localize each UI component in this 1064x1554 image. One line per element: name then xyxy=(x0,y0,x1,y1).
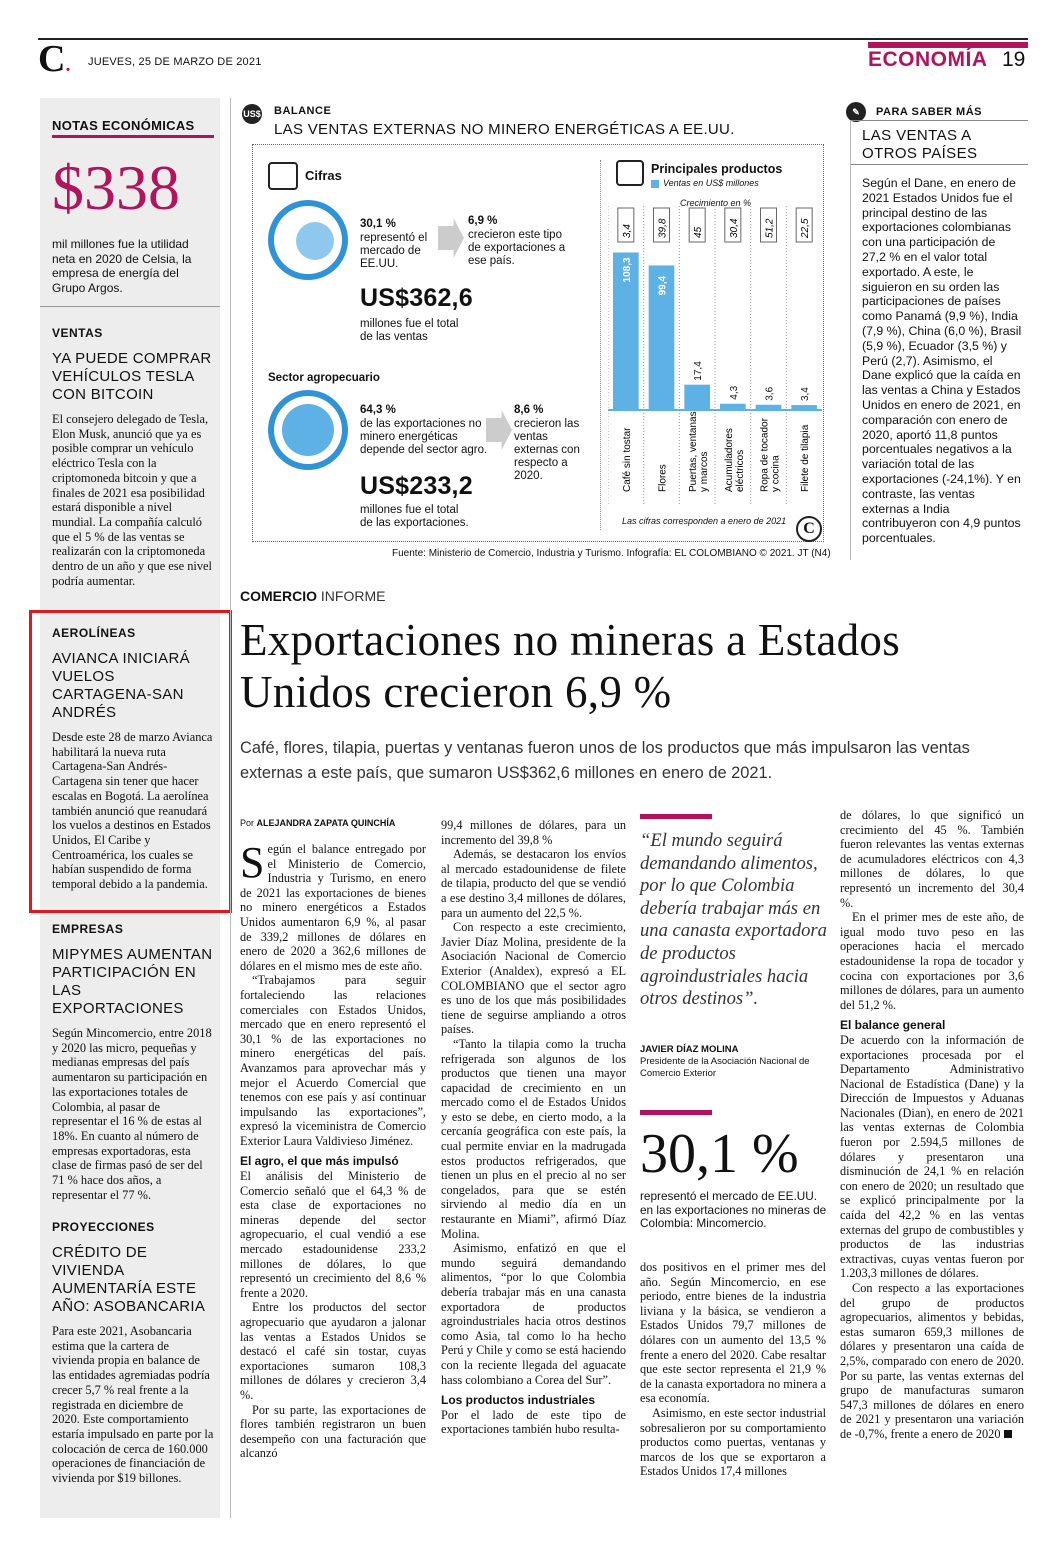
category-label: Ropa de tocador xyxy=(759,418,771,492)
category-label: eléctricos xyxy=(734,449,746,492)
sidebar-kicker: VENTAS xyxy=(52,326,103,340)
growth-desc: crecieron este tipo de exportaciones a ese país. xyxy=(468,229,566,267)
issue-date: JUEVES, 25 DE MARZO DE 2021 xyxy=(88,56,262,68)
sidebar-item xyxy=(52,326,214,588)
big-number-desc: mil millones fue la utilidad neta en 2020 de Celsia, la empresa de energía del Grupo Argos. xyxy=(52,237,192,295)
sidebar-body: El consejero delegado de Tesla, Elon Musk, anunció que ya es posible comprar un vehículo eléctrico Tesla con la criptomoneda bitcoin y que a finales de 2021 esa posibilidad estará disponible a nivel mundial. La compañía calculó que el 5 % de las ventas se realizarán con la criptomoneda dentro de un año y que ese nivel podría aumentar. xyxy=(52,412,212,588)
newspaper-logo: C. xyxy=(38,38,71,80)
category-label: Acumuladores xyxy=(723,428,735,492)
stat-bar xyxy=(640,1110,712,1115)
paragraph: Según el balance entregado por el Ministerio de Comercio, Industria y Turismo, en enero de 2021 las exportaciones de bienes no minero energéticos a Estados Unidos aumentaron 6,9 %, al pasar de 339,2 millones de dólares en enero de 2020 a 362,6 millones de dólares en el mismo mes de este año. xyxy=(240,838,426,973)
value-label: 99,4 xyxy=(657,275,669,296)
sidebar-kicker: AEROLÍNEAS xyxy=(52,626,136,640)
article-column-4 xyxy=(840,808,1024,1442)
share-desc: representó el mercado de EE.UU. xyxy=(360,232,428,270)
legend-label: Ventas en US$ millones xyxy=(663,178,759,188)
article-kicker: COMERCIO INFORME xyxy=(240,588,386,604)
stat-desc: representó el mercado de EE.UU. en las exportaciones no mineras de Colombia: Mincomercio. xyxy=(640,1189,827,1230)
paragraph: Por el lado de este tipo de exportaciones también hubo resulta- xyxy=(441,1407,626,1437)
section-name: ECONOMÍA xyxy=(868,48,988,71)
pen-icon: ✎ xyxy=(846,102,866,122)
paragraph: “Trabajamos para seguir fortaleciendo las relaciones comerciales con Estados Unidos, mercado que en enero representó el 30,1 % de las exportaciones no minero energéticas del país. Avanzamos para aprovechar más y mejor el Acuerdo Comercial que tenemos con ese país y así continuar impulsando las exportaciones”, expresó la viceministra de Comercio Exterior Laura Valdivieso Jiménez. xyxy=(240,973,426,1148)
legend-swatch xyxy=(651,180,659,188)
paragraph: Con respecto a este crecimiento, Javier Díaz Molina, presidente de la Asociación Nacional de Comercio Exterior (Analdex), expresó a EL COLOMBIANO que el sector agro es uno de los que más posibilidades tiene de seguirse ampliando a otros países. xyxy=(441,920,626,1037)
logo-badge-icon: C xyxy=(796,516,822,542)
stat-number: 30,1 % xyxy=(640,1123,799,1185)
agro-growth-value: 8,6 % xyxy=(514,404,544,416)
divider xyxy=(850,120,1028,121)
category-label: y marcos xyxy=(699,451,711,492)
header-rule xyxy=(38,38,1028,40)
paragraph: El análisis del Ministerio de Comercio señaló que el 64,3 % de esta clase de exportaciones no mineras depende del sector agropecuario, el cual vendió a ese mercado estadounidense 233,2 millones de dólares, lo que representó un crecimiento del 8,6 % frente a 2020. xyxy=(240,1169,426,1300)
column-divider xyxy=(230,98,231,1518)
sidebar-body: Para este 2021, Asobancaria estima que la cartera de vivienda propia en balance de las entidades agremiadas podría crecer 5,7 % real frente a la registrada en diciembre de 2020. Este comportamiento estaría impulsado en parte por la colocación de cerca de 160.000 operaciones de financiación de vivienda por $19 billones. xyxy=(52,1324,214,1486)
amount-desc: millones fue el total de las ventas xyxy=(360,318,459,343)
paragraph: Asimismo, en este sector industrial sobresalieron por su comportamiento productos como puertas, ventanas y marcos de los que se exportaron a Estados Unidos 17,4 millones xyxy=(640,1405,826,1479)
growth-label: 30,4 xyxy=(728,218,740,238)
sidebar-body: Según Mincomercio, entre 2018 y 2020 las micro, pequeñas y medianas empresas del país aumentaron su participación en las exportaciones totales de Colombia, al pasar de representar el 16 % de estas al 18%. En cuanto al número de empresas exportadoras, esta clase de firmas pasó de ser del 71 % hace dos años, a representar el 77 %. xyxy=(52,1026,212,1202)
growth-axis-label: Crecimiento en % xyxy=(680,198,752,208)
cifras-label: Cifras xyxy=(305,168,342,183)
sidebar-kicker: EMPRESAS xyxy=(52,922,124,936)
value-label: 4,3 xyxy=(728,385,740,400)
infographic-label: BALANCE xyxy=(274,105,332,117)
chart-title: Principales productos xyxy=(651,162,783,176)
subheading: Los productos industriales xyxy=(441,1393,596,1408)
bar-chart-svg xyxy=(608,206,822,506)
paragraph: De acuerdo con la información de exportaciones procesada por el Departamento Administrativo Nacional de Estadística (Dane) y la Dirección de Impuestos y Aduanas Nacionales (Dian), en enero de 2021 las ventas externas de Colombia fueron por 2.594,5 millones de dólares y presentaron una disminución de 24,1 % en relación con enero de 2020; un resultado que se explicó principalmente por la caída del 42,2 % en las ventas externas del grupo de combustibles y productos de las industrias extractivas, cuyas ventas fueron por 1.203,3 millones de dólares. xyxy=(840,1032,1024,1281)
sidebar-body: Desde este 28 de marzo Avianca habilitará la nueva ruta Cartagena-San Andrés-Cartagena sin tener que hacer escalas en Bogotá. La aerolínea también anunció que reanudará los vuelos a destinos en Estados Unidos, El Caribe y Centroamérica, los cuales se habían suspendido de forma temporal debido a la pandemia. xyxy=(52,730,213,892)
quote-author: JAVIER DÍAZ MOLINA xyxy=(640,1044,739,1055)
highlight-box xyxy=(29,610,232,913)
divider xyxy=(40,306,220,307)
page-number: 19 xyxy=(1002,48,1026,71)
category-label: Flores xyxy=(657,464,669,492)
sidebar-title: CRÉDITO DE VIVIENDA AUMENTARÍA ESTE AÑO: ASOBANCARIA xyxy=(52,1244,206,1315)
growth-label: 22,5 xyxy=(800,218,812,238)
divider xyxy=(850,120,851,560)
byline: Por ALEJANDRA ZAPATA QUINCHÍA xyxy=(240,818,396,828)
psm-label: PARA SABER MÁS xyxy=(876,106,983,118)
subheading: El balance general xyxy=(840,1018,946,1033)
psm-title: LAS VENTAS A OTROS PAÍSES xyxy=(862,127,978,162)
article-column-2 xyxy=(441,818,626,1437)
article-column-1 xyxy=(240,838,426,1461)
quote-bar xyxy=(640,814,712,819)
pie-inner xyxy=(296,222,334,260)
paragraph: Asimismo, enfatizó en que el mundo seguirá demandando alimentos, “por lo que Colombia debería trabajar más en una canasta exportadora de productos agroindustriales hacia otros destinos como Asia, tal como lo ha hecho Perú y Chile y como se está haciendo con la reciente llegada del aguacate hass colombiano a Corea del Sur”. xyxy=(441,1241,626,1387)
paragraph: En el primer mes de este año, de igual modo tuvo peso en las operaciones hacia el mercado estadounidense la ropa de tocador y cocina con exportaciones por 3,6 millones de dólares, para un aumento del 51,2 %. xyxy=(840,910,1024,1012)
paragraph: Entre los productos del sector agropecuario que ayudaron a jalonar las ventas a Estados Unidos se destacó el café sin tostar, cuyas exportaciones sumaron 108,3 millones de dólares y crecieron 3,4 %. xyxy=(240,1300,426,1402)
box-icon xyxy=(268,162,298,190)
value-label: 3,6 xyxy=(764,386,776,401)
growth-label: 51,2 xyxy=(764,218,776,238)
products-icon xyxy=(616,160,644,186)
agro-growth-desc: crecieron las ventas externas con respecto a 2020. xyxy=(514,418,580,482)
value-label: 17,4 xyxy=(693,361,705,381)
paragraph: de dólares, lo que significó un crecimiento del 45 %. También fueron relevantes las ventas externas de acumuladores eléctricos con 4,3 millones de dólares, lo que representó un incremento del 30,4 %. xyxy=(840,808,1024,910)
sidebar-title: MIPYMES AUMENTAN PARTICIPACIÓN EN LAS EXPORTACIONES xyxy=(52,946,213,1017)
growth-value: 6,9 % xyxy=(468,215,498,227)
subheading: El agro, el que más impulsó xyxy=(240,1154,399,1169)
agro-share-value: 64,3 % xyxy=(360,404,396,416)
paragraph: 99,4 millones de dólares, para un incremento del 39,8 % xyxy=(441,818,626,847)
chart-note: Las cifras corresponden a enero de 2021 xyxy=(622,516,787,526)
sidebar-title: YA PUEDE COMPRAR VEHÍCULOS TESLA CON BITCOIN xyxy=(52,350,212,403)
dollar-icon: US$ xyxy=(242,104,262,124)
pie-inner xyxy=(282,404,334,456)
paragraph: dos positivos en el primer mes del año. Según Mincomercio, en ese periodo, entre bienes de la industria liviana y la básica, se vendieron a Estados Unidos 79,7 millones de dólares con un aumento del 13,5 % frente a enero del 2020. Cabe resaltar que este sector representa el 21,9 % de la canasta exportadora no minera a esa economía. xyxy=(640,1260,826,1406)
category-label: Puertas, ventanas xyxy=(688,411,700,492)
agro-amount-desc: millones fue el total de las exportaciones. xyxy=(360,504,469,529)
sidebar-heading: NOTAS ECONÓMICAS xyxy=(52,118,214,138)
pull-quote: “El mundo seguirá demandando alimentos, por lo que Colombia debería trabajar más en una canasta exportadora de productos agroindustriales hacia otros destinos”. xyxy=(640,830,827,1010)
amount-value: US$362,6 xyxy=(360,284,473,312)
category-label: Café sin tostar xyxy=(621,427,633,492)
end-mark xyxy=(1004,1430,1012,1438)
share-value: 30,1 % xyxy=(360,218,396,230)
paragraph: “Tanto la tilapia como la trucha refrigerada son algunos de los productos que tienen una mayor capacidad de crecimiento en un mercado como el de Estados Unidos y esto se debe, en cierto modo, a la cercanía geográfica con este país, la cual permite enviar en la madrugada estos productos refrigerados, que tienen un plus en el precio al no ser congelados, para que se estén sirviendo al medio día en un restaurante en Miami”, afirmó Díaz Molina. xyxy=(441,1036,626,1241)
growth-label: 39,8 xyxy=(657,218,669,238)
drop-cap: S xyxy=(240,838,265,887)
agro-amount-value: US$233,2 xyxy=(360,472,473,500)
article-column-3 xyxy=(640,1260,826,1479)
big-number: $338 xyxy=(52,152,180,223)
article-deck: Café, flores, tilapia, puertas y ventanas fueron unos de los productos que más impulsaron las ventas externas a este país, que sumaron US$362,6 millones en enero de 2021. xyxy=(240,739,970,782)
sidebar-item xyxy=(52,922,214,1202)
source-note: Fuente: Ministerio de Comercio, Industria y Turismo. Infografía: EL COLOMBIANO © 2021. JT (N4) xyxy=(392,548,831,559)
growth-label: 3,4 xyxy=(621,224,633,238)
category-label: Filete de tilapia xyxy=(800,424,812,492)
sidebar-kicker: PROYECCIONES xyxy=(52,1220,155,1234)
sidebar-title: AVIANCA INICIARÁ VUELOS CARTAGENA-SAN ANDRÉS xyxy=(52,650,190,721)
agro-share-desc: de las exportaciones no minero energéticas depende del sector agro. xyxy=(360,418,488,456)
bar xyxy=(684,385,710,410)
infographic-title: LAS VENTAS EXTERNAS NO MINERO ENERGÉTICAS A EE.UU. xyxy=(274,121,735,138)
value-label: 3,4 xyxy=(800,387,812,402)
quote-role: Presidente de la Asociación Nacional de Comercio Exterior xyxy=(640,1056,810,1079)
growth-label: 45 xyxy=(693,226,705,238)
paragraph: Por su parte, las exportaciones de flores también registraron un buen desempeño con una facturación que alcanzó xyxy=(240,1402,426,1461)
sector-label: Sector agropecuario xyxy=(268,372,380,384)
divider xyxy=(850,164,1028,165)
sidebar-item xyxy=(52,1220,214,1486)
article-headline: Exportaciones no mineras a Estados Unidos crecieron 6,9 % xyxy=(240,615,901,717)
value-label: 108,3 xyxy=(621,257,633,283)
paragraph: Con respecto a las exportaciones del grupo de productos agropecuarios, alimentos y bebidas, estas sumaron 659,3 millones de dólares y presentaron una caída de 2,5%, comparado con enero de 2020. Por su parte, las ventas externas del grupo de manufacturas sumaron 547,3 millones de dólares en enero de 2021 y presentaron una variación de -0,7%, frente a enero de 2020 xyxy=(840,1281,1024,1441)
psm-body: Según el Dane, en enero de 2021 Estados Unidos fue el principal destino de las exportaciones colombianas con una participación de 27,2 % en el valor total exportado. A este, le siguieron en su orden las participaciones de países como Panamá (9,9 %), India (7,9 %), China (6,0 %), Brasil (5,9 %), Ecuador (3,5 %) y Perú (2,7). Asimismo, el Dane explicó que la caída en las ventas a China y Estados Unidos en enero de 2021, en comparación con enero de 2020, aportó 11,8 puntos porcentuales negativos a la variación total de las exportaciones (-24,1%). Y en contraste, las ventas externas a India contribuyeron con 4,9 puntos porcentuales. xyxy=(862,176,1022,546)
category-label: y cocina xyxy=(770,455,782,492)
paragraph: Además, se destacaron los envíos al mercado estadounidense de filete de tilapia, producto del que se vendió a ese destino 3,4 millones de dólares, para un aumento del 22,5 %. xyxy=(441,847,626,920)
